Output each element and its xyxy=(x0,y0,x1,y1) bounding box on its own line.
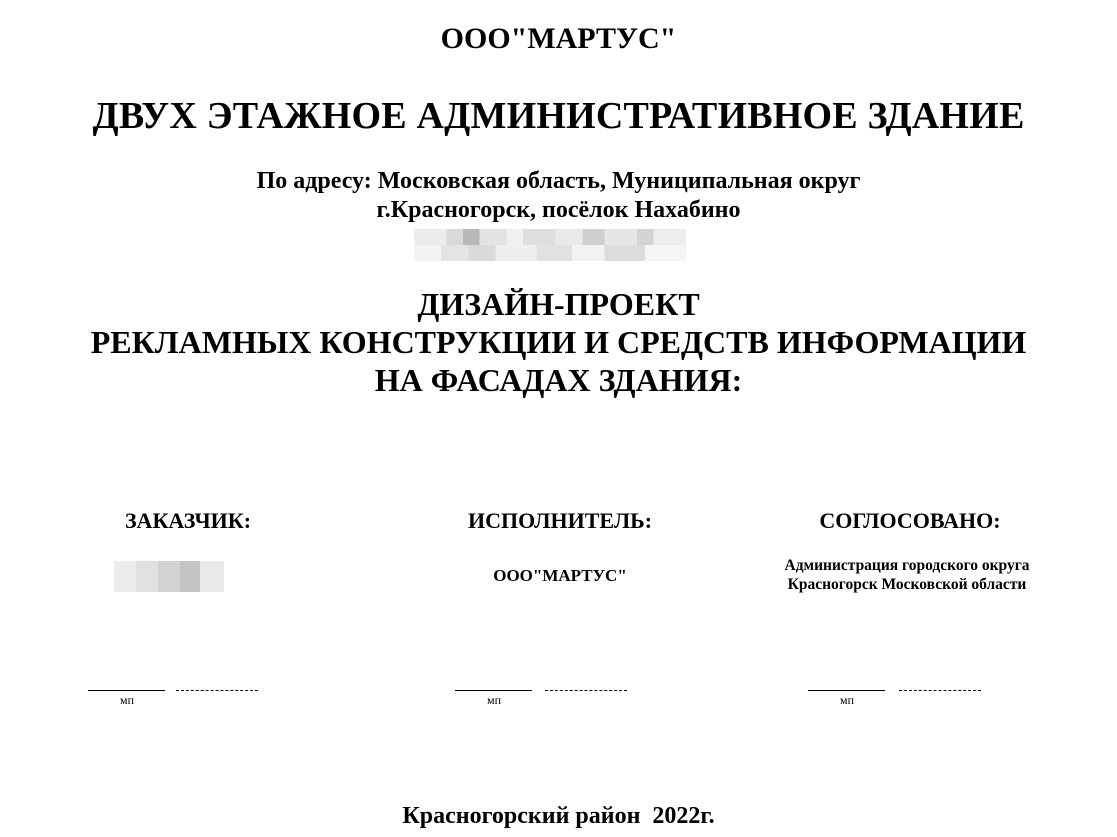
approver-org-line-1: Администрация городского округа xyxy=(784,557,1030,574)
address-line-1: По адресу: Московская область, Муниципальная округ xyxy=(256,168,861,194)
contractor-name: ООО"МАРТУС" xyxy=(493,566,627,585)
building-title: ДВУХ ЭТАЖНОЕ АДМИНИСТРАТИВНОЕ ЗДАНИЕ xyxy=(92,95,1025,137)
approved-name-dash-line xyxy=(899,690,981,691)
contractor-seal-label: мп xyxy=(486,693,501,707)
redacted-address-block xyxy=(414,229,686,261)
project-title-line-2: РЕКЛАМНЫХ КОНСТРУКЦИИ И СРЕДСТВ ИНФОРМАЦИИ xyxy=(90,324,1027,360)
project-title-line-1: ДИЗАЙН-ПРОЕКТ xyxy=(417,286,700,322)
redacted-customer-name xyxy=(114,561,224,592)
customer-name-dash-line xyxy=(176,690,258,691)
approved-seal-label: мп xyxy=(839,693,854,707)
contractor-name-dash-line xyxy=(545,690,627,691)
contractor-signature-line xyxy=(455,690,532,691)
company-title: ООО"МАРТУС" xyxy=(440,22,677,55)
customer-signature-line xyxy=(88,690,165,691)
project-title-line-3: НА ФАСАДАХ ЗДАНИЯ: xyxy=(374,362,743,398)
address-line-2: г.Красногорск, посёлок Нахабино xyxy=(376,197,741,223)
approver-org-line-2: Красногорск Московской области xyxy=(787,576,1027,593)
customer-seal-label: мп xyxy=(119,693,134,707)
approved-heading: СОГЛОСОВАНО: xyxy=(819,508,1001,533)
contractor-heading: ИСПОЛНИТЕЛЬ: xyxy=(467,508,653,533)
footer-place-year: Красногорский район 2022г. xyxy=(402,803,715,829)
approved-signature-line xyxy=(808,690,885,691)
customer-heading: ЗАКАЗЧИК: xyxy=(124,508,252,533)
